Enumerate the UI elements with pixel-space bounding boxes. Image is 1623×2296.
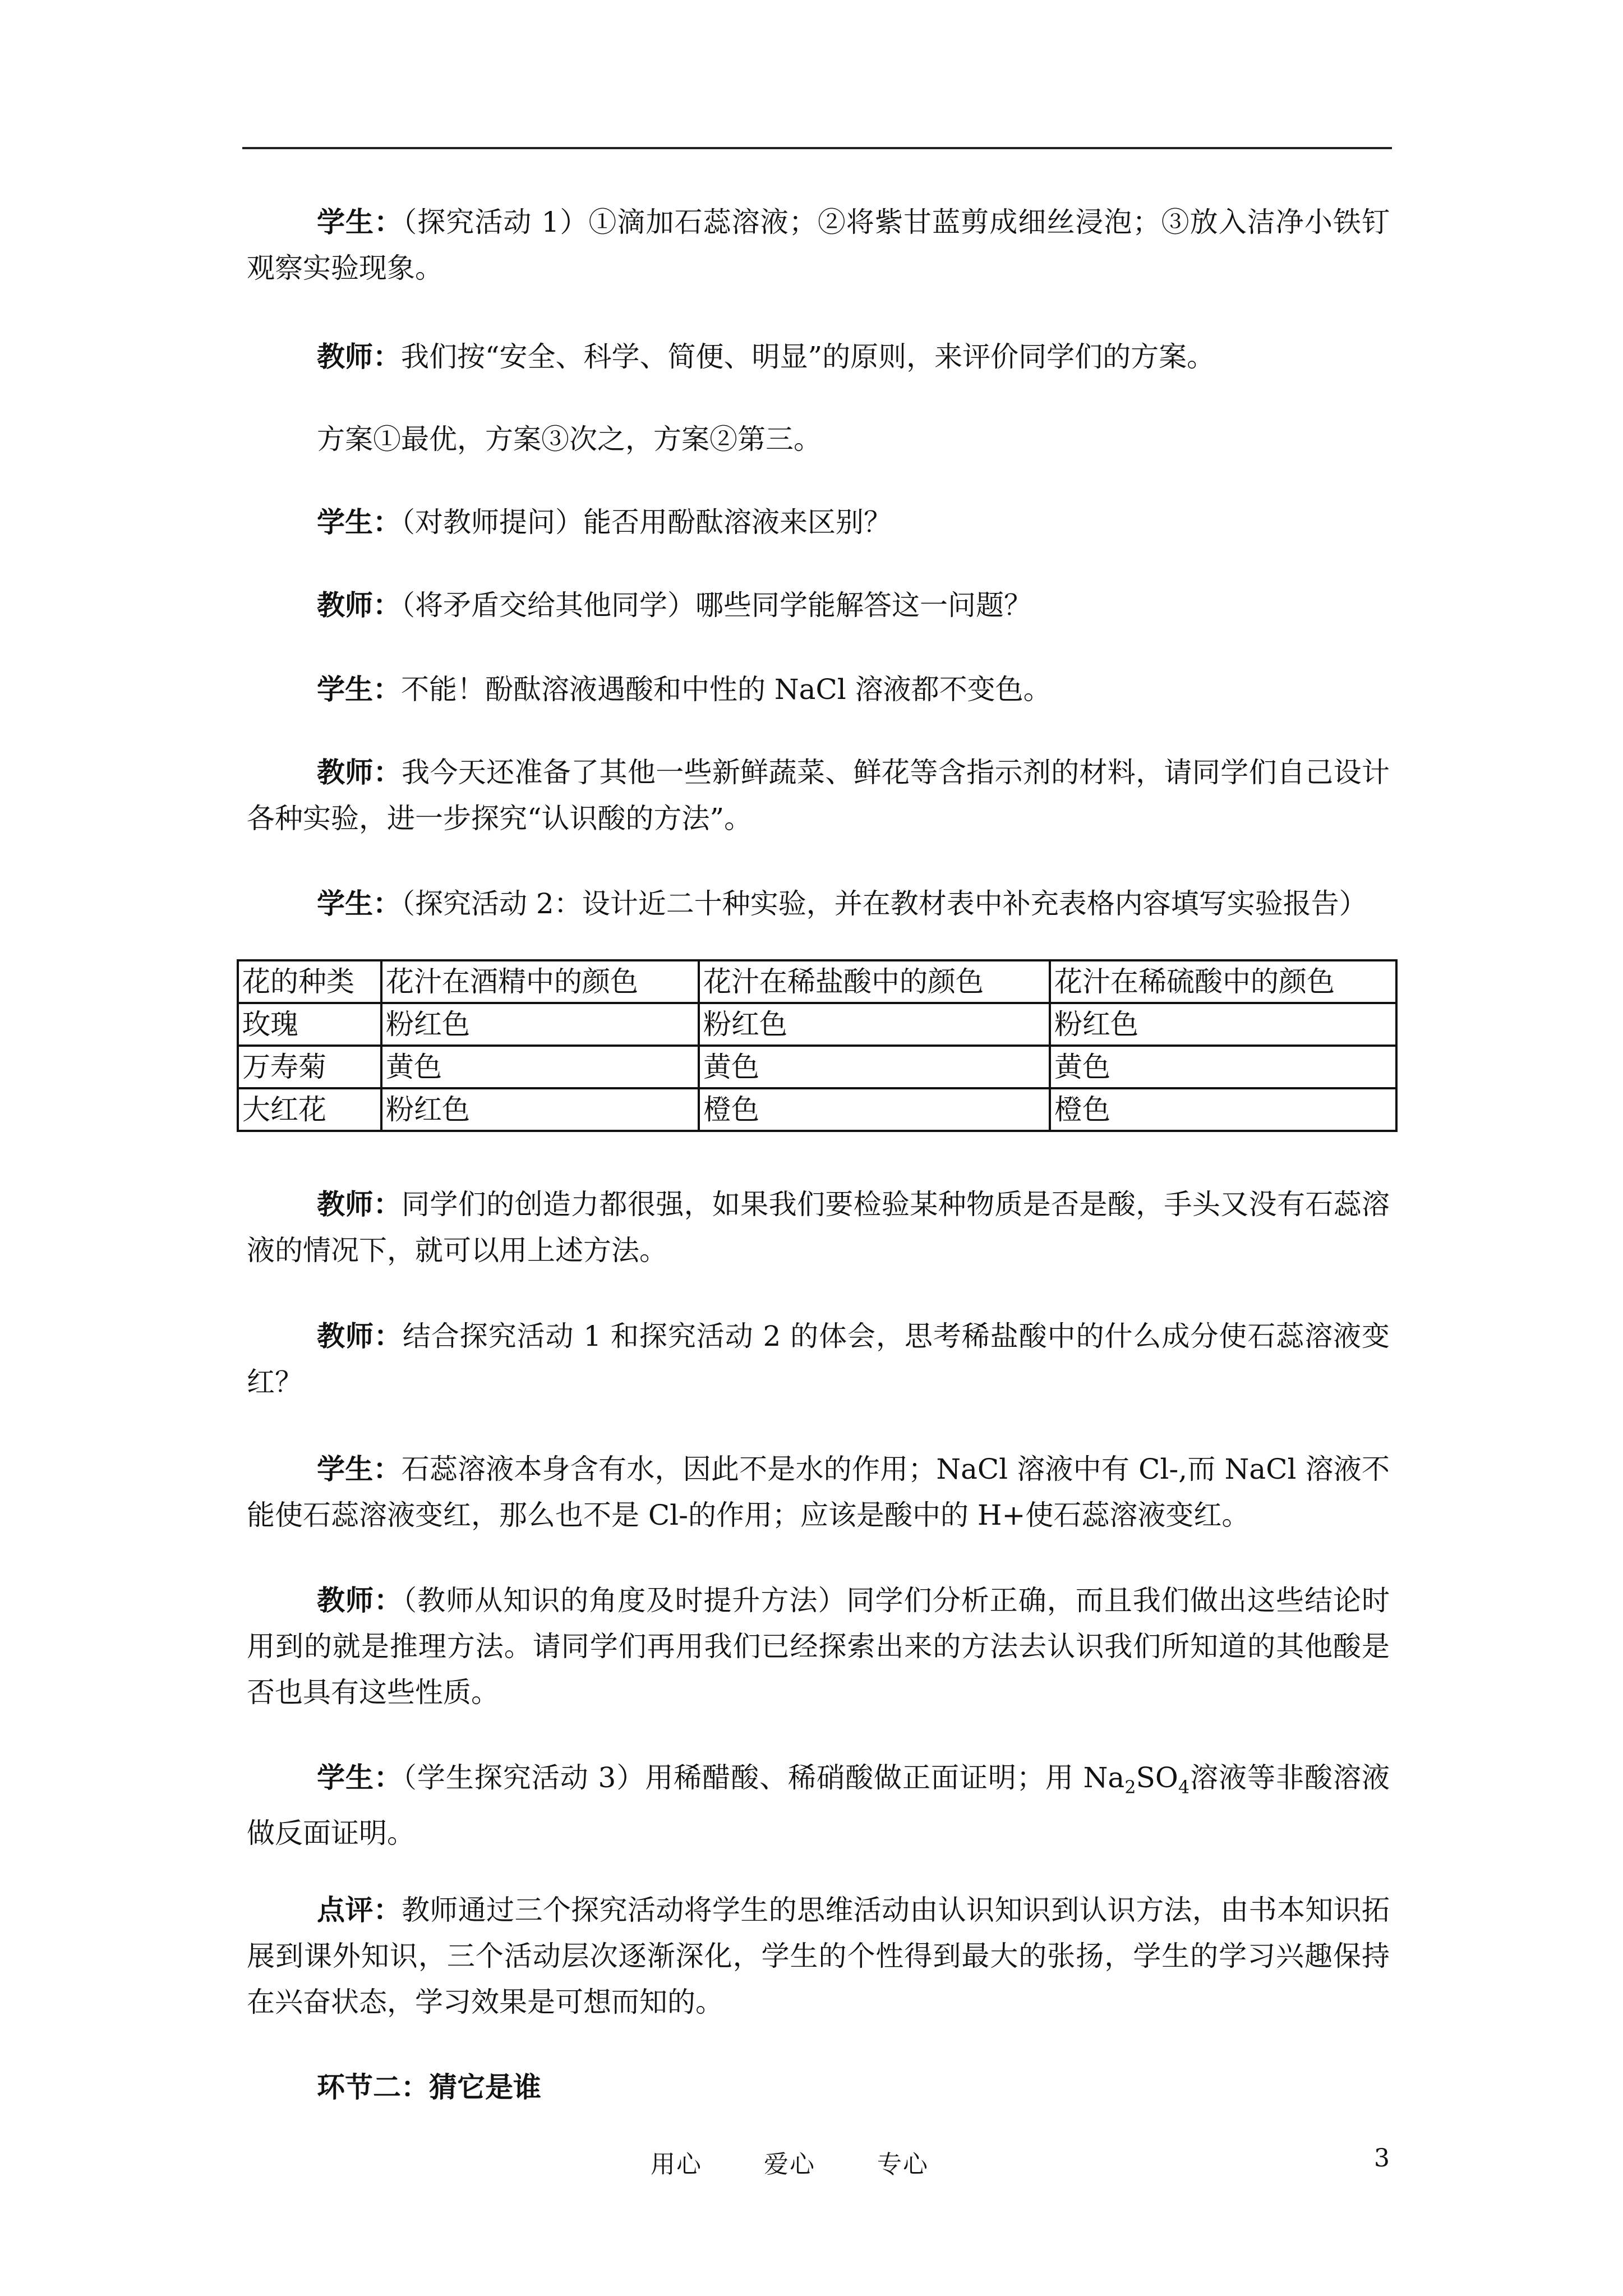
table-cell: 粉红色 xyxy=(381,1088,699,1131)
speaker-label: 教师： xyxy=(317,340,401,373)
table-row xyxy=(238,1046,1396,1088)
table-header-cell: 花的种类 xyxy=(238,960,381,1003)
table-cell: 粉红色 xyxy=(699,1003,1050,1046)
paragraph-5 xyxy=(247,582,1390,628)
footer-word: 爱心 xyxy=(764,2150,815,2179)
paragraph-6 xyxy=(247,666,1390,712)
paragraph-text: （探究活动 1）①滴加石蕊溶液；②将紫甘蓝剪成细丝浸泡；③放入洁净小铁钉观察实验现象。 xyxy=(247,206,1390,284)
table-cell: 万寿菊 xyxy=(238,1046,381,1088)
table-cell: 黄色 xyxy=(381,1046,699,1088)
paragraph-4 xyxy=(247,499,1390,545)
section-title: 环节二：猜它是谁 xyxy=(317,2070,541,2104)
paragraph-11 xyxy=(247,1446,1390,1538)
table-row xyxy=(238,1003,1396,1046)
footer-word: 专心 xyxy=(877,2150,929,2179)
speaker-label: 教师： xyxy=(317,1584,403,1617)
speaker-label: 学生： xyxy=(317,673,401,706)
table-row xyxy=(238,1088,1396,1131)
table-cell: 黄色 xyxy=(699,1046,1050,1088)
speaker-label: 学生： xyxy=(317,505,401,539)
footer-word: 用心 xyxy=(651,2150,702,2179)
paragraph-8 xyxy=(247,881,1390,927)
paragraph-text: （学生探究活动 3）用稀醋酸、稀硝酸做正面证明；用 Na xyxy=(402,1761,1125,1794)
paragraph-3 xyxy=(247,416,1390,462)
table-cell: 橙色 xyxy=(1050,1088,1396,1131)
subscript: 4 xyxy=(1178,1777,1190,1798)
paragraph-text: （探究活动 2：设计近二十种实验，并在教材表中补充表格内容填写实验报告） xyxy=(401,887,1367,920)
section-heading xyxy=(247,2064,1390,2110)
speaker-label: 教师： xyxy=(317,588,401,622)
table-cell: 玫瑰 xyxy=(238,1003,381,1046)
header-rule xyxy=(242,147,1392,149)
paragraph-text: （教师从知识的角度及时提升方法）同学们分析正确，而且我们做出这些结论时用到的就是推理方法。请同学们再用我们已经探索出来的方法去认识我们所知道的其他酸是否也具有这些性质。 xyxy=(247,1584,1390,1709)
paragraph-text: 溶液等非酸溶液做反面证明。 xyxy=(247,1761,1390,1849)
speaker-label: 教师： xyxy=(317,1188,402,1221)
paragraph-text: 我们按“安全、科学、简便、明显”的原则，来评价同学们的方案。 xyxy=(401,341,1215,373)
table-header-cell: 花汁在稀盐酸中的颜色 xyxy=(699,960,1050,1003)
paragraph-text: （将矛盾交给其他同学）哪些同学能解答这一问题？ xyxy=(401,589,1032,622)
paragraph-text: 同学们的创造力都很强，如果我们要检验某种物质是否是酸，手头又没有石蕊溶液的情况下，就可以用上述方法。 xyxy=(247,1188,1390,1267)
table-header-cell: 花汁在酒精中的颜色 xyxy=(381,960,699,1003)
speaker-label: 学生： xyxy=(317,1452,402,1485)
paragraph-text: 不能！酚酞溶液遇酸和中性的 NaCl 溶液都不变色。 xyxy=(401,673,1052,706)
footer-motto xyxy=(651,2144,990,2180)
table-header-cell: 花汁在稀硫酸中的颜色 xyxy=(1050,960,1396,1003)
paragraph-text: （对教师提问）能否用酚酞溶液来区别？ xyxy=(401,506,892,539)
paragraph-10 xyxy=(247,1313,1390,1405)
speaker-label: 点评： xyxy=(317,1893,402,1926)
paragraph-text: SO xyxy=(1136,1761,1178,1794)
paragraph-7 xyxy=(247,749,1390,841)
speaker-label: 教师： xyxy=(317,756,402,789)
speaker-label: 学生： xyxy=(317,887,401,920)
speaker-label: 学生： xyxy=(317,205,403,238)
table-cell: 大红花 xyxy=(238,1088,381,1131)
paragraph-2 xyxy=(247,334,1390,380)
paragraph-1 xyxy=(247,199,1390,291)
speaker-label: 教师： xyxy=(317,1319,403,1352)
paragraph-text: 我今天还准备了其他一些新鲜蔬菜、鲜花等含指示剂的材料，请同学们自己设计各种实验，进一步探究“认识酸的方法”。 xyxy=(247,756,1390,835)
paragraph-12 xyxy=(247,1577,1390,1715)
paragraph-text: 结合探究活动 1 和探究活动 2 的体会，思考稀盐酸中的什么成分使石蕊溶液变红？ xyxy=(247,1320,1390,1398)
table-cell: 黄色 xyxy=(1050,1046,1396,1088)
page-number: 3 xyxy=(1374,2144,1390,2173)
paragraph-9 xyxy=(247,1181,1390,1273)
paragraph-text: 教师通过三个探究活动将学生的思维活动由认识知识到认识方法，由书本知识拓展到课外知识，三个活动层次逐渐深化，学生的个性得到最大的张扬，学生的学习兴趣保持在兴奋状态，学习效果是可想而知的。 xyxy=(247,1894,1390,2018)
table-cell: 粉红色 xyxy=(381,1003,699,1046)
speaker-label: 学生： xyxy=(317,1761,403,1794)
table-header-row xyxy=(238,960,1396,1003)
table-cell: 橙色 xyxy=(699,1088,1050,1131)
paragraph-text: 方案①最优，方案③次之，方案②第三。 xyxy=(317,423,822,455)
paragraph-14 xyxy=(247,1887,1390,2025)
table-cell: 粉红色 xyxy=(1050,1003,1396,1046)
subscript: 2 xyxy=(1124,1777,1136,1798)
paragraph-13 xyxy=(247,1755,1390,1856)
paragraph-text: 石蕊溶液本身含有水，因此不是水的作用；NaCl 溶液中有 Cl-,而 NaCl 溶液不能使石蕊溶液变红，那么也不是 Cl-的作用；应该是酸中的 H+使石蕊溶液变红。 xyxy=(247,1453,1390,1531)
flower-color-table xyxy=(237,959,1398,1132)
